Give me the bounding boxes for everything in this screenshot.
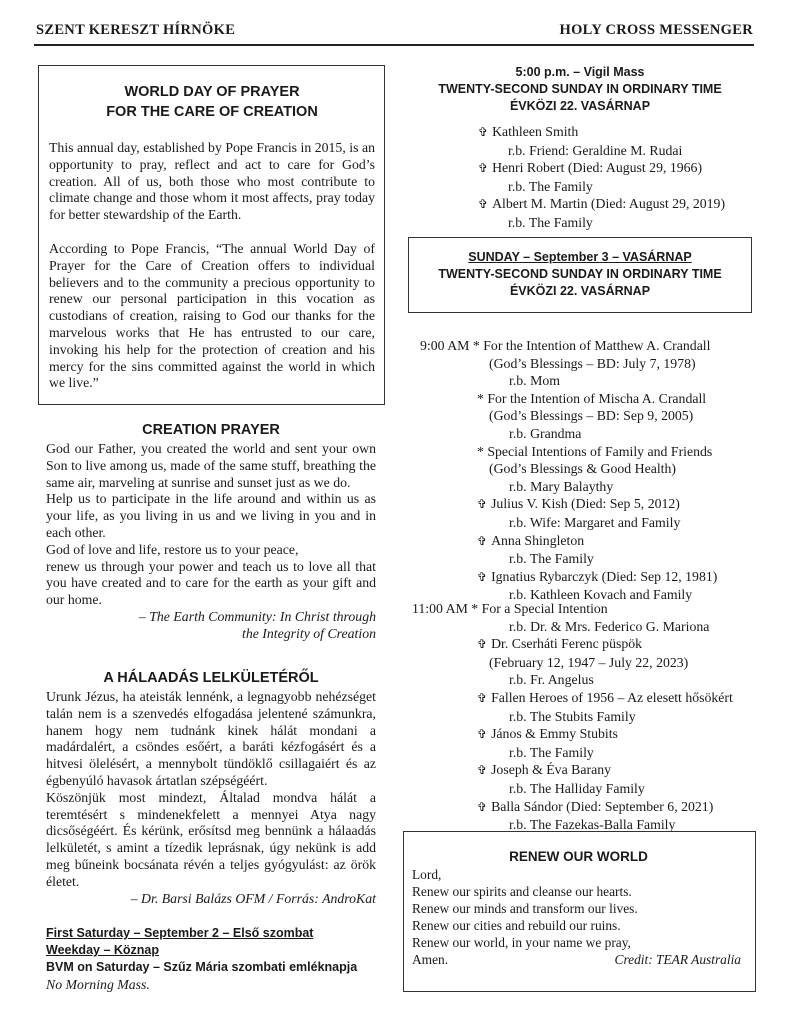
sunday-box <box>408 237 752 313</box>
intention-requested-by: r.b. The Family <box>509 551 594 567</box>
renew-line-1: Lord, <box>412 867 442 882</box>
cross-icon: ✞ <box>477 637 488 652</box>
first-saturday-line3: BVM on Saturday – Szűz Mária szombati emléknapja <box>46 960 358 974</box>
halaadas-title: A HÁLAADÁS LELKÜLETÉRŐL <box>103 670 319 686</box>
world-day-box <box>38 65 385 405</box>
intention-requested-by: r.b. The Family <box>508 178 593 194</box>
intention-name: Ignatius Rybarczyk (Died: Sep 12, 1981) <box>491 568 718 584</box>
vigil-mass-sunday-title-hu: ÉVKÖZI 22. VASÁRNAP <box>509 99 651 113</box>
creation-prayer-attribution-1: – The Earth Community: In Christ through <box>138 608 376 624</box>
renew-our-world-box <box>403 831 756 992</box>
cross-icon: ✞ <box>477 533 488 548</box>
creation-prayer-paragraph-1: God our Father, you created the world and sent your own Son to live among us, made of the same stuff, breathing the same air, marveling at sunrise and sunset just as we do. <box>46 441 376 490</box>
renew-line-2: Renew our spirits and cleanse our hearts. <box>412 884 632 899</box>
creation-prayer-paragraph-2: Help us to participate in the life around and within us as your life, as you living in us and we living in you and in each other. <box>46 491 376 540</box>
creation-prayer-title: CREATION PRAYER <box>142 422 280 438</box>
cross-icon: ✞ <box>478 161 489 176</box>
intention-name: Dr. Cserháti Ferenc püspök <box>491 636 643 652</box>
halaadas-paragraph-2: Köszönjük most mindezt, Általad mondva hálát a teremtésért s mindenekfelett a mennyei Atya nagy dicsőségéért. És kérünk, erősítsd meg bennünk a hálaadás lelkületét, s amint a tízedik leprásnak, úgy nekünk is add meg bűneink bocsánata révén a teljes gyógyulást: az örök életet. <box>46 789 376 889</box>
intention-name: Julius V. Kish (Died: Sep 5, 2012) <box>491 496 680 512</box>
intention-line: * For a Special Intention <box>471 601 608 616</box>
vigil-mass-sunday-title: TWENTY-SECOND SUNDAY IN ORDINARY TIME <box>438 82 722 96</box>
creation-prayer-paragraph-4: renew us through your power and teach us to love all that you have created and to care for the earth as your gift and our home. <box>46 558 376 608</box>
intention-line: (February 12, 1947 – July 22, 2023) <box>489 654 689 670</box>
intention-requested-by: r.b. Grandma <box>509 425 582 441</box>
intention-name: Kathleen Smith <box>492 124 579 139</box>
halaadas-section <box>46 668 376 907</box>
renew-line-3: Renew our minds and transform our lives. <box>412 901 638 916</box>
renew-credit: Credit: TEAR Australia <box>614 952 741 967</box>
world-day-paragraph-2: According to Pope Francis, “The annual World Day of Prayer for the Care of Creation offers to individual believers and to the community a precious opportunity to renew our personal participation in this vocation as custodians of creation, raising to God our thanks for the marvelous works that He has entrusted to our care, invoking his help for the protection of creation and his mercy for the sins committed against the world in which we live.” <box>49 240 375 391</box>
renew-line-6: Amen. <box>412 952 449 967</box>
intention-name: Albert M. Martin (Died: August 29, 2019) <box>492 196 726 212</box>
sunday-title-line: TWENTY-SECOND SUNDAY IN ORDINARY TIME <box>438 267 722 281</box>
renew-line-5: Renew our world, in your name we pray, <box>412 935 631 950</box>
intention-requested-by: r.b. Mom <box>509 373 560 389</box>
intention-name: Anna Shingleton <box>491 532 585 548</box>
intention-name: Balla Sándor (Died: September 6, 2021) <box>491 798 714 814</box>
intention-requested-by: r.b. Friend: Geraldine M. Rudai <box>508 142 683 158</box>
first-saturday-line2: Weekday – Köznap <box>46 943 160 957</box>
intention-requested-by: r.b. Fr. Angelus <box>509 672 594 688</box>
first-saturday-line1: First Saturday – September 2 – Első szombat <box>46 926 314 940</box>
first-saturday-section <box>46 925 386 993</box>
sunday-date-line: SUNDAY – September 3 – VASÁRNAP <box>468 250 692 264</box>
intention-line: * For the Intention of Matthew A. Crandall <box>472 338 711 353</box>
cross-icon: ✞ <box>478 125 489 139</box>
vigil-mass-section <box>405 64 755 115</box>
cross-icon: ✞ <box>477 763 488 778</box>
halaadas-attribution: – Dr. Barsi Balázs OFM / Forrás: AndroKat <box>130 890 376 906</box>
creation-prayer-attribution-2: the Integrity of Creation <box>242 625 376 641</box>
vigil-mass-intentions <box>478 123 725 232</box>
intention-line: (God’s Blessings & Good Health) <box>489 461 677 477</box>
world-day-title-line2: FOR THE CARE OF CREATION <box>106 104 318 120</box>
mass-time: 9:00 AM <box>420 338 470 353</box>
intention-name: Henri Robert (Died: August 29, 1966) <box>492 160 703 176</box>
renew-line-4: Renew our cities and rebuild our ruins. <box>412 918 621 933</box>
cross-icon: ✞ <box>477 727 488 742</box>
renew-title: RENEW OUR WORLD <box>509 849 648 864</box>
cross-icon: ✞ <box>477 497 488 512</box>
first-saturday-line4: No Morning Mass. <box>46 977 150 992</box>
renew-closing-row <box>412 951 745 968</box>
halaadas-paragraph-1: Urunk Jézus, ha ateisták lennénk, a legnagyobb nehézséget talán nem is a szenvedés elfogadása jelentené számunkra, hanem hogy nem tudnánk kinek hálát mondani a madárdalért, a csöndes esőért, a baráti kézfogásért és a hitvesi ölelésért, a mennybolt tündöklő csillagaiért és az égbenyúló havasok ártatlan szépségéért. <box>46 689 376 788</box>
intention-requested-by: r.b. The Stubits Family <box>509 708 636 724</box>
intention-requested-by: r.b. Kathleen Kovach and Family <box>509 587 693 603</box>
mass-11am-section <box>412 600 757 834</box>
intention-requested-by: r.b. The Family <box>508 214 593 230</box>
cross-icon: ✞ <box>477 799 488 814</box>
vigil-mass-time: 5:00 p.m. – Vigil Mass <box>515 65 645 79</box>
newsletter-title-hungarian: SZENT KERESZT HÍRNÖKE <box>36 22 236 38</box>
newsletter-title-english: HOLY CROSS MESSENGER <box>559 22 753 38</box>
cross-icon: ✞ <box>478 197 489 212</box>
intention-requested-by: r.b. The Family <box>509 744 594 760</box>
cross-icon: ✞ <box>477 569 488 584</box>
mass-9am-section <box>420 337 760 604</box>
sunday-title-hu-line: ÉVKÖZI 22. VASÁRNAP <box>509 284 651 298</box>
mass-time: 11:00 AM <box>412 601 468 616</box>
cross-icon: ✞ <box>477 690 488 705</box>
intention-line: * Special Intentions of Family and Friends <box>477 443 713 459</box>
intention-name: János & Emmy Stubits <box>491 726 618 742</box>
world-day-paragraph-1: This annual day, established by Pope Francis in 2015, is an opportunity to pray, reflect and act to care for God’s creation. All of us, both those who most contribute to climate change and those whom it most affects, pray today for better stewardship of the Earth. <box>49 140 375 223</box>
intention-requested-by: r.b. Wife: Margaret and Family <box>509 514 681 530</box>
intention-line: (God’s Blessings – BD: Sep 9, 2005) <box>489 408 694 424</box>
intention-line: (God’s Blessings – BD: July 7, 1978) <box>489 355 696 371</box>
creation-prayer-paragraph-3: God of love and life, restore us to your peace, <box>46 541 299 557</box>
creation-prayer-section <box>46 420 376 643</box>
intention-requested-by: r.b. The Fazekas-Balla Family <box>509 817 676 833</box>
intention-line: * For the Intention of Mischa A. Crandall <box>477 390 707 406</box>
intention-requested-by: r.b. Dr. & Mrs. Federico G. Mariona <box>509 618 710 634</box>
intention-requested-by: r.b. The Halliday Family <box>509 780 645 796</box>
world-day-title-line1: WORLD DAY OF PRAYER <box>124 84 300 100</box>
intention-name: Joseph & Éva Barany <box>491 762 611 778</box>
intention-name: Fallen Heroes of 1956 – Az elesett hősökért <box>491 689 733 705</box>
intention-requested-by: r.b. Mary Balaythy <box>509 478 614 494</box>
header-rule <box>34 44 754 46</box>
